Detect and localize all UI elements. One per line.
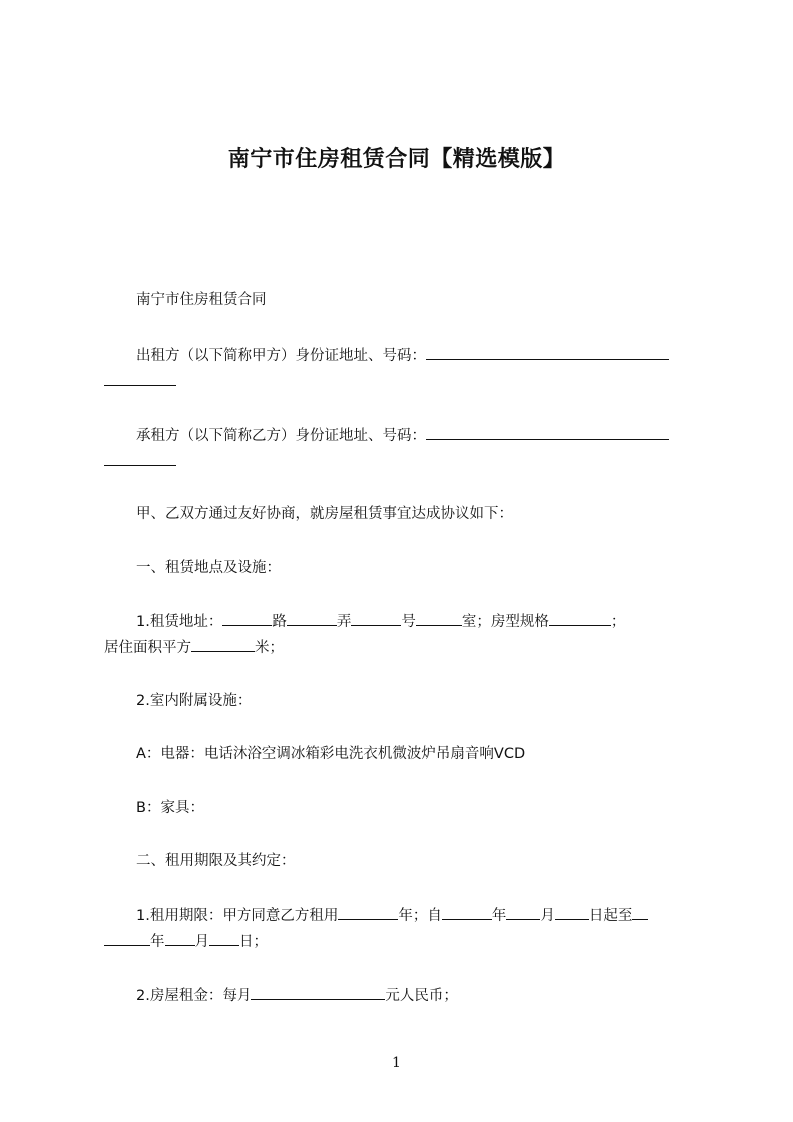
lease-term-line (136, 904, 648, 927)
contract-subtitle: 南宁市住房租赁合同 (136, 292, 267, 308)
lessee-label: 承租方（以下简称乙方）身份证地址、号码： (136, 428, 426, 444)
lessee-line-continued (104, 450, 176, 473)
lease-term-line-continued (104, 930, 268, 953)
document-title: 南宁市住房租赁合同【精选模版】 (227, 147, 566, 172)
rent-label: 2.房屋租金：每月 (136, 988, 252, 1004)
end-month-label: 月 (194, 934, 209, 950)
start-year-blank[interactable] (442, 904, 492, 920)
start-year-label: 年 (491, 908, 507, 924)
start-day-label: 日起至 (588, 908, 633, 924)
lease-address-line (136, 610, 625, 633)
lane-label: 弄 (336, 614, 352, 630)
number-label: 号 (401, 614, 416, 630)
start-month-label: 月 (540, 908, 555, 924)
end-year-label: 年 (150, 934, 165, 950)
lessor-label: 出租方（以下简称甲方）身份证地址、号码： (136, 348, 426, 364)
line-end-punct: ； (610, 614, 626, 630)
room-type-blank[interactable] (549, 610, 611, 626)
end-year-blank[interactable] (632, 904, 648, 920)
end-year-blank-continued[interactable] (104, 930, 150, 946)
term-years-blank[interactable] (338, 904, 398, 920)
lessor-line-continued (104, 370, 176, 393)
rent-line (136, 984, 458, 1007)
road-blank[interactable] (222, 610, 272, 626)
item-a-appliances: A：电器：电话沐浴空调冰箱彩电洗衣机微波炉吊扇音响VCD (136, 746, 526, 762)
start-month-blank[interactable] (506, 904, 540, 920)
section-2-heading: 二、租用期限及其约定： (136, 853, 296, 869)
lessee-blank-continued[interactable] (104, 450, 176, 466)
lessor-line (136, 344, 669, 367)
term-years-label: 年；自 (398, 908, 442, 924)
road-label: 路 (272, 614, 287, 630)
start-day-blank[interactable] (555, 904, 589, 920)
room-type-label: 室；房型规格 (461, 614, 549, 630)
lessee-line (136, 424, 669, 447)
living-area-line (104, 636, 284, 659)
end-day-blank[interactable] (209, 930, 239, 946)
lease-term-label: 1.租用期限：甲方同意乙方租用 (136, 908, 339, 924)
lessee-blank[interactable] (426, 424, 669, 440)
item-b-furniture: B：家具： (136, 800, 204, 816)
living-area-label: 居住面积平方 (104, 640, 191, 656)
room-blank[interactable] (416, 610, 462, 626)
rent-currency-label: 元人民币； (385, 988, 458, 1004)
lessor-blank-continued[interactable] (104, 370, 176, 386)
rent-amount-blank[interactable] (251, 984, 385, 1000)
living-area-blank[interactable] (191, 636, 255, 652)
page-number: 1 (392, 1055, 401, 1071)
lease-address-label: 1.租赁地址： (136, 614, 223, 630)
section-1-heading: 一、租赁地点及设施： (136, 560, 281, 576)
living-area-unit: 米； (255, 640, 284, 656)
end-month-blank[interactable] (165, 930, 195, 946)
number-blank[interactable] (351, 610, 401, 626)
lessor-blank[interactable] (426, 344, 669, 360)
item-1-2: 2.室内附属设施： (136, 693, 252, 709)
lane-blank[interactable] (287, 610, 337, 626)
intro-paragraph: 甲、乙双方通过友好协商，就房屋租赁事宜达成协议如下： (136, 506, 513, 522)
end-day-label: 日； (239, 934, 268, 950)
